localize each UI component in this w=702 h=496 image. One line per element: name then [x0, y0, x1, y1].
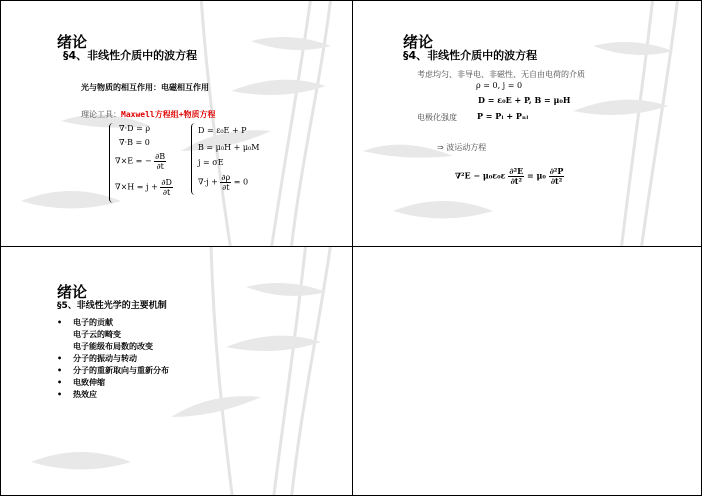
slide-title: 绪论 [403, 33, 434, 51]
material-eq-4-tail: = 0 [233, 177, 249, 187]
slide-subtitle: §4、非线性介质中的波方程 [63, 49, 198, 62]
list-bullet: • [57, 354, 63, 363]
eq-d-b: D = ε₀E + P, B = μ₀H [478, 95, 571, 105]
wave-mid: = μ₀ [526, 170, 546, 181]
polarization-eq: P = Pₗ + Pₙₗ [477, 111, 529, 121]
frac-den: ∂t² [510, 176, 522, 186]
wave-lhs: ∇²E − μ₀ε₀ε [455, 170, 506, 181]
list-item-text: 分子的振动与转动 [73, 354, 137, 363]
frac-num: ∂ρ [221, 173, 231, 182]
slide-title: 绪论 [57, 283, 88, 301]
frac-den: ∂t [222, 183, 230, 192]
maxwell-eq-3-lhs: ∇×E = − [115, 156, 152, 166]
wave-label: ⇒ 波运动方程 [437, 143, 487, 152]
slide-subtitle: §4、非线性介质中的波方程 [403, 49, 538, 62]
frac-den: ∂t [162, 188, 171, 197]
material-eq-1: D = ε₀E + P [198, 126, 247, 135]
list-item-text: 电子能级布局数的改变 [73, 342, 153, 351]
maxwell-eq-1: ∇·D = ρ [119, 124, 151, 133]
frac-den: ∂t [156, 162, 164, 171]
list-bullet: • [57, 366, 63, 375]
interaction-text: 光与物质的相互作用：电磁相互作用 [81, 83, 209, 92]
frac-den: ∂t² [550, 176, 563, 186]
eq-rho-j: ρ = 0, j = 0 [476, 81, 523, 90]
tools-value: Maxwell方程组+物质方程 [121, 110, 216, 119]
list-item-text: 电子云的畸变 [73, 330, 121, 339]
material-eq-4-lhs: ∇·j + [198, 177, 218, 187]
list-bullet: • [57, 378, 63, 387]
list-bullet: • [57, 390, 63, 399]
maxwell-eq-4-lhs: ∇×H = j + [115, 182, 158, 192]
list-bullet: • [57, 318, 63, 327]
list-item-text: 分子的重新取向与重新分布 [73, 366, 169, 375]
maxwell-eq-2: ∇·B = 0 [119, 138, 150, 147]
polarization-label: 电极化强度 [417, 113, 457, 122]
frac-num: ∂²P [549, 166, 564, 176]
list-item-text: 热效应 [73, 390, 97, 399]
vertical-divider [352, 0, 353, 496]
horizontal-divider [0, 246, 702, 247]
tools-label: 理论工具： [81, 110, 121, 119]
frac-num: ∂B [155, 152, 166, 161]
material-eq-3: j = σE [198, 158, 224, 167]
list-item-text: 电致伸缩 [73, 378, 105, 387]
slide-title: 绪论 [57, 33, 88, 51]
consider-text: 考虑均匀、非导电、非磁性、无自由电荷的介质 [417, 70, 585, 79]
material-eq-2: B = μ₀H + μ₀M [198, 143, 260, 152]
frac-num: ∂D [161, 178, 172, 187]
list-item-text: 电子的贡献 [73, 318, 113, 327]
frac-num: ∂²E [509, 166, 524, 176]
slide-subtitle: §5、非线性光学的主要机制 [57, 301, 167, 311]
